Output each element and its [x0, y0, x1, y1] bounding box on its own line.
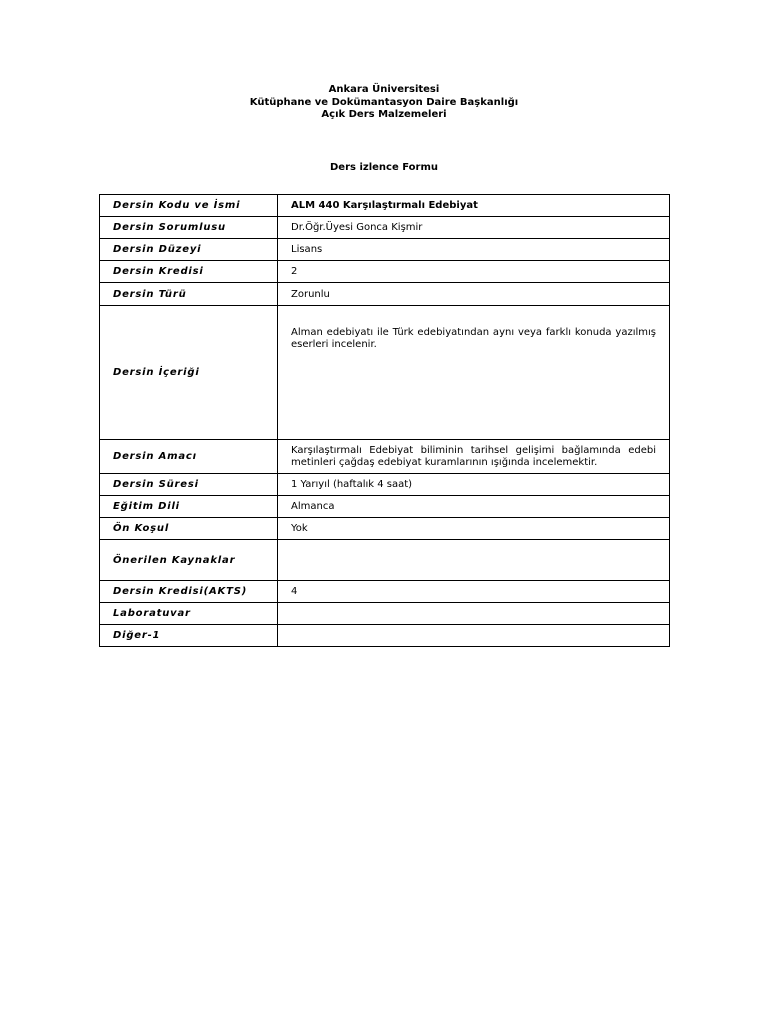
table-row — [100, 239, 670, 261]
row-label: Dersin İçeriği — [100, 306, 278, 440]
row-label: Dersin Kodu ve İsmi — [100, 195, 278, 217]
document-header — [0, 84, 768, 122]
table-row — [100, 603, 670, 625]
row-value: 4 — [278, 581, 670, 603]
row-value — [278, 603, 670, 625]
table-row — [100, 306, 670, 440]
row-label: Dersin Kredisi(AKTS) — [100, 581, 278, 603]
row-value: Zorunlu — [278, 283, 670, 306]
row-label: Dersin Amacı — [100, 440, 278, 474]
table-row — [100, 625, 670, 647]
row-label: Eğitim Dili — [100, 496, 278, 518]
table-row — [100, 283, 670, 306]
row-value: Karşılaştırmalı Edebiyat biliminin tarihsel gelişimi bağlamında edebi metinleri çağdaş edebiyat kuramlarının ışığında incelemektir. — [278, 440, 670, 474]
table-row — [100, 217, 670, 239]
row-value: Yok — [278, 518, 670, 540]
row-label: Dersin Düzeyi — [100, 239, 278, 261]
row-value: Dr.Öğr.Üyesi Gonca Kişmir — [278, 217, 670, 239]
row-label: Dersin Kredisi — [100, 261, 278, 283]
row-label: Dersin Süresi — [100, 474, 278, 496]
table-row — [100, 540, 670, 581]
department-name: Kütüphane ve Dokümantasyon Daire Başkanlığı — [249, 96, 519, 108]
table-row — [100, 195, 670, 217]
table-row — [100, 496, 670, 518]
row-value — [278, 625, 670, 647]
table-row — [100, 581, 670, 603]
row-value: ALM 440 Karşılaştırmalı Edebiyat — [278, 195, 670, 217]
table-row — [100, 261, 670, 283]
form-title: Ders izlence Formu — [330, 162, 438, 173]
row-label: Önerilen Kaynaklar — [100, 540, 278, 581]
syllabus-table — [99, 194, 670, 647]
row-value: 2 — [278, 261, 670, 283]
material-title: Açık Ders Malzemeleri — [321, 109, 447, 120]
row-label: Dersin Sorumlusu — [100, 217, 278, 239]
table-row — [100, 474, 670, 496]
row-value: Alman edebiyatı ile Türk edebiyatından aynı veya farklı konuda yazılmış eserleri incelenir. — [278, 306, 670, 440]
row-label: Laboratuvar — [100, 603, 278, 625]
university-name: Ankara Üniversitesi — [328, 84, 440, 95]
row-label: Dersin Türü — [100, 283, 278, 306]
row-value — [278, 540, 670, 581]
row-label: Ön Koşul — [100, 518, 278, 540]
row-value: Almanca — [278, 496, 670, 518]
row-value: 1 Yarıyıl (haftalık 4 saat) — [278, 474, 670, 496]
table-row — [100, 518, 670, 540]
row-value: Lisans — [278, 239, 670, 261]
table-row — [100, 440, 670, 474]
row-label: Diğer-1 — [100, 625, 278, 647]
